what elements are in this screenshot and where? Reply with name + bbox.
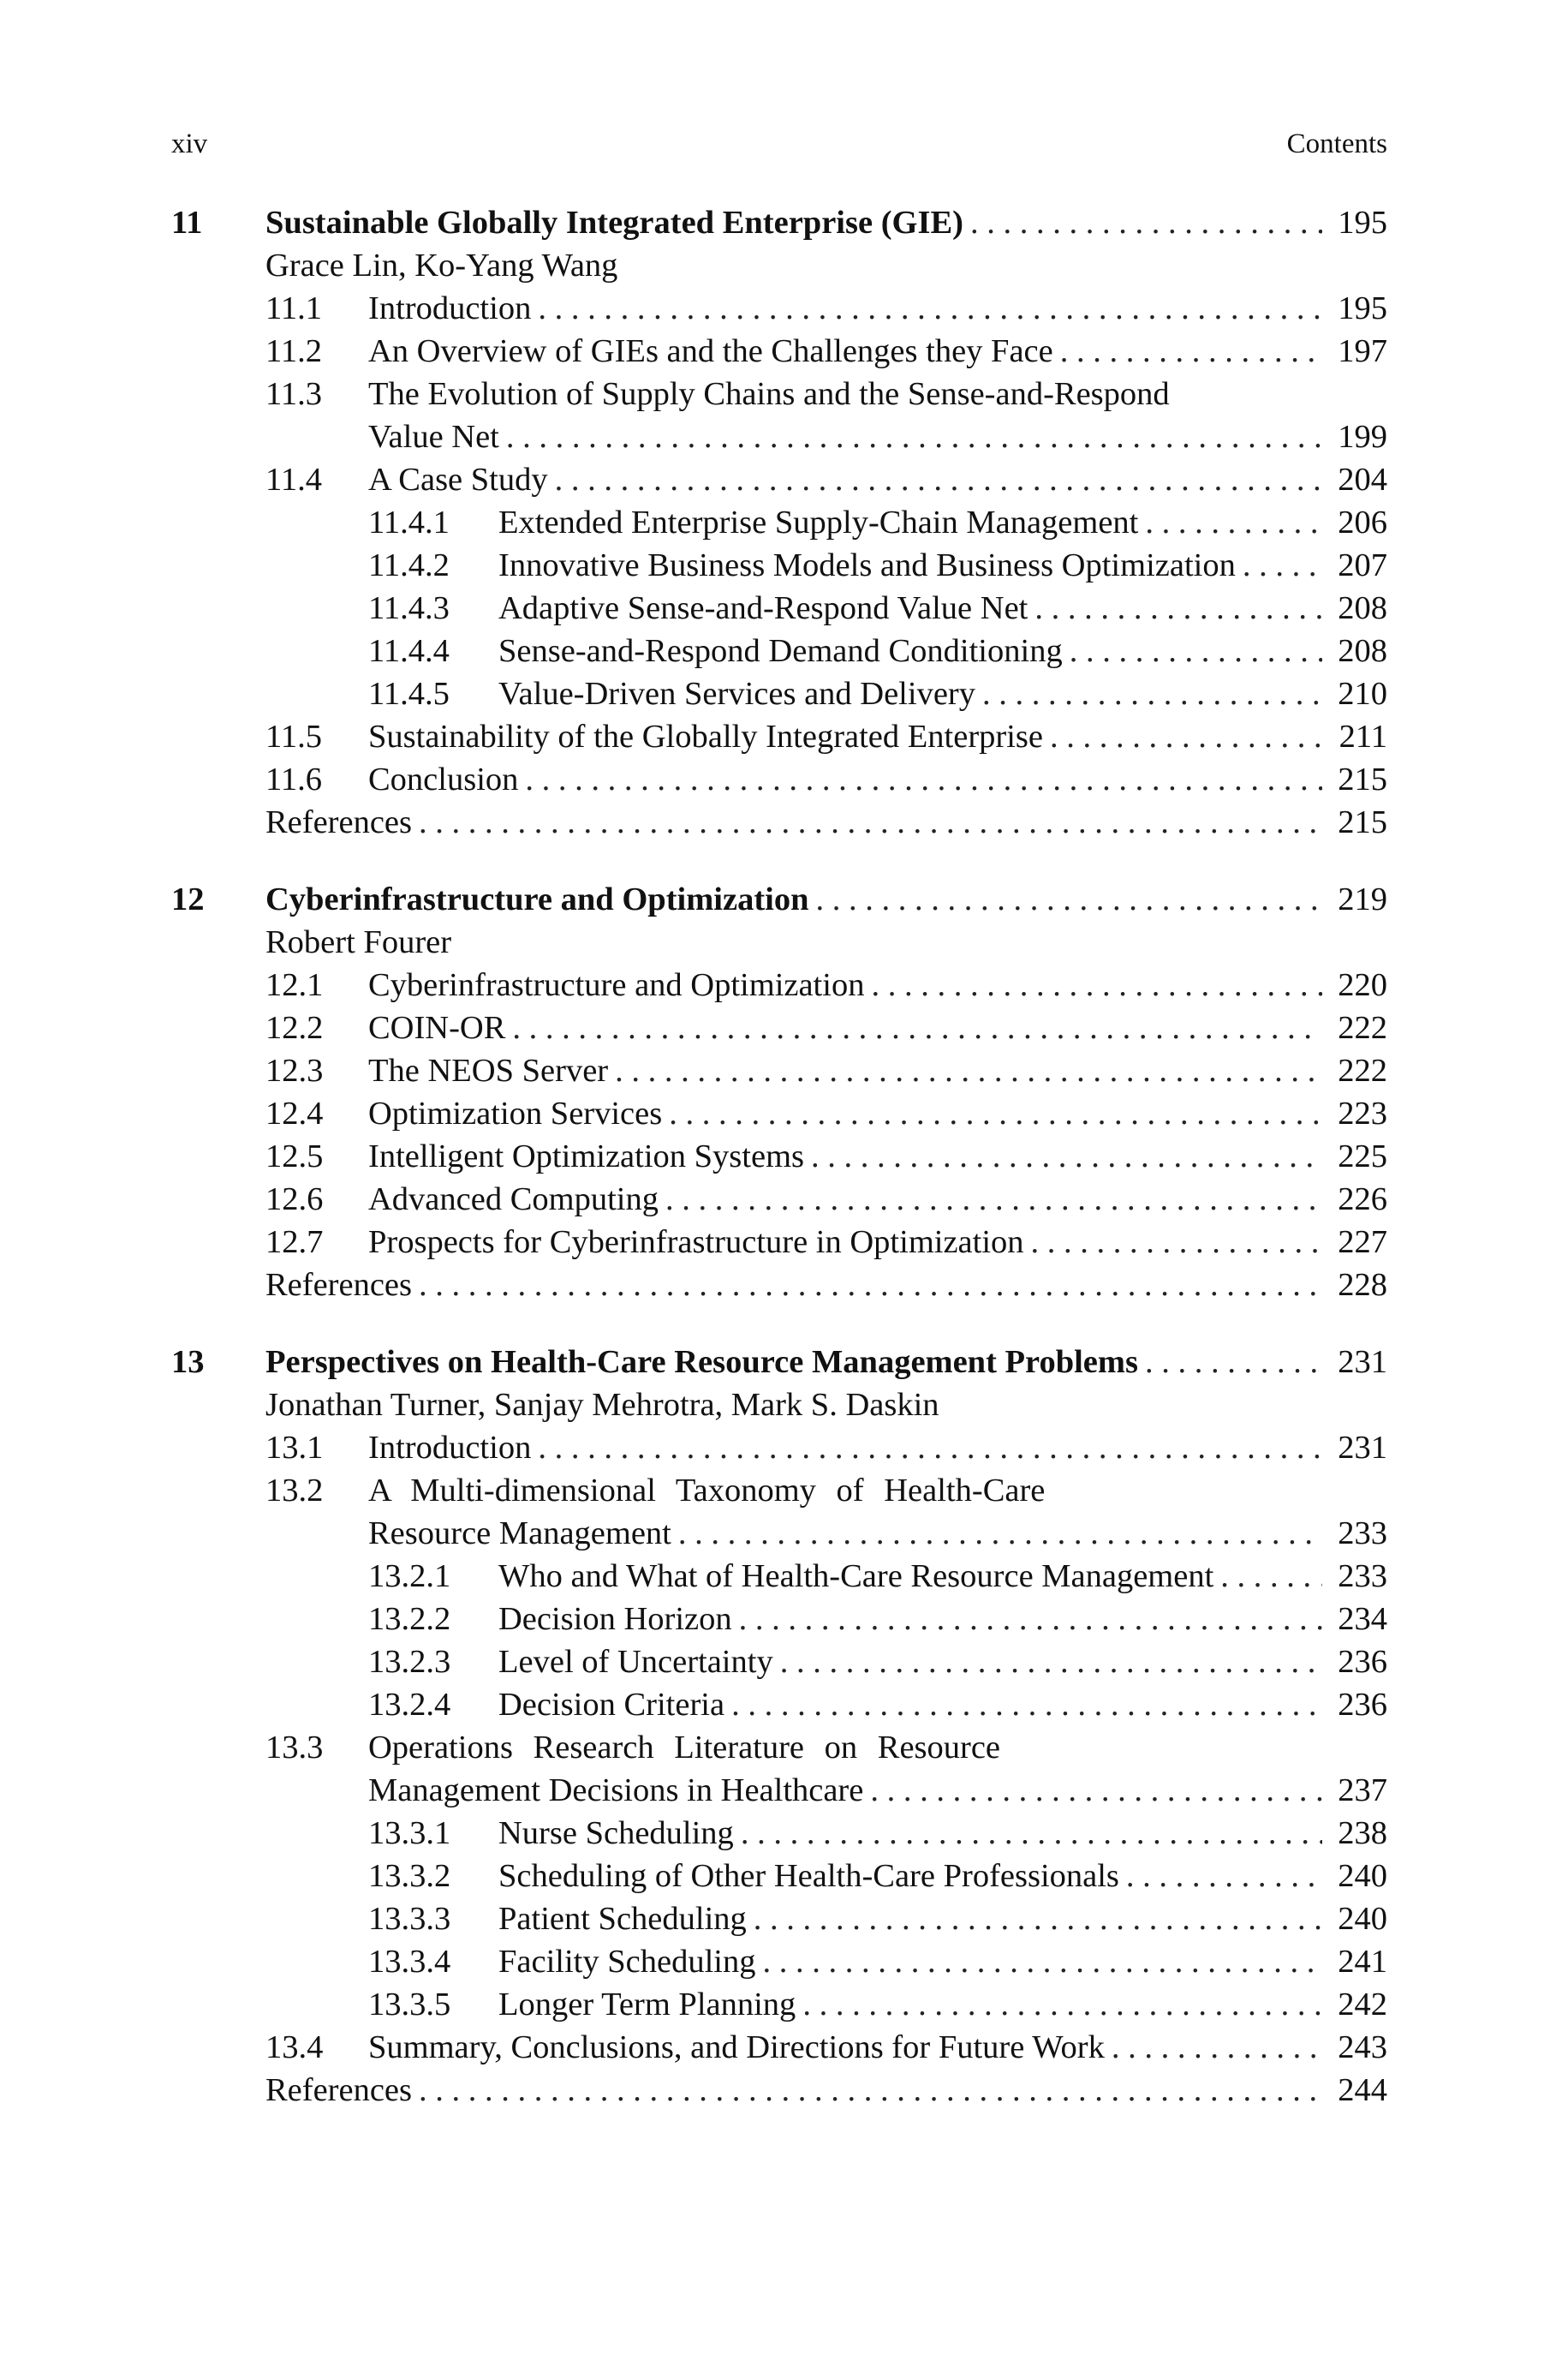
subsection-number: 13.3.1: [368, 1815, 451, 1851]
page-ref: 233: [1338, 1515, 1387, 1551]
page-ref: 243: [1338, 2029, 1387, 2065]
section-title: An Overview of GIEs and the Challenges they Face: [368, 333, 1053, 369]
subsection-title: Value-Driven Services and Delivery: [498, 676, 975, 712]
section-number: 11.6: [265, 762, 322, 798]
page-ref: 240: [1338, 1858, 1387, 1894]
page-ref: 199: [1338, 419, 1387, 455]
subsection-title: Nurse Scheduling: [498, 1815, 734, 1851]
dot-leader: [762, 1940, 1322, 1983]
toc-entry[interactable]: [171, 1221, 1387, 1264]
section-number: 12.7: [265, 1224, 324, 1260]
dot-leader: [538, 1426, 1322, 1469]
page-ref: 241: [1338, 1944, 1387, 1980]
chapter-title: Sustainable Globally Integrated Enterprise (GIE): [265, 205, 963, 241]
page-ref: 237: [1338, 1772, 1387, 1808]
toc-entry[interactable]: [171, 630, 1387, 672]
page-ref: 204: [1338, 462, 1387, 498]
section-title: Optimization Services: [368, 1096, 663, 1132]
page-ref: 222: [1338, 1053, 1387, 1089]
toc-entry[interactable]: [171, 964, 1387, 1007]
page-ref: 211: [1338, 719, 1387, 755]
dot-leader: [982, 672, 1322, 715]
toc-entry[interactable]: [171, 715, 1387, 758]
chapter-title: Perspectives on Health-Care Resource Management Problems: [265, 1344, 1138, 1380]
section-title: The NEOS Server: [368, 1053, 609, 1089]
subsection-title: Adaptive Sense-and-Respond Value Net: [498, 590, 1028, 626]
page-ref: 195: [1338, 290, 1387, 326]
page-ref: 222: [1338, 1010, 1387, 1046]
chapter-heading[interactable]: [171, 878, 1387, 921]
page-ref: 233: [1338, 1558, 1387, 1594]
chapter-13: [171, 1341, 1387, 2112]
dot-leader: [665, 1178, 1322, 1221]
dot-leader: [1112, 2026, 1322, 2069]
page-ref: 220: [1338, 967, 1387, 1003]
references-title: References: [265, 804, 412, 840]
section-title: Introduction: [368, 1430, 532, 1466]
chapter-number: 12: [171, 881, 205, 917]
toc-entry[interactable]: [171, 1049, 1387, 1092]
section-title: A Multi-dimensional Taxonomy of Health-Care: [368, 1473, 1046, 1509]
toc-entry[interactable]: [171, 330, 1387, 373]
dot-leader: [1126, 1855, 1322, 1897]
toc-entry-references[interactable]: [171, 1264, 1387, 1306]
dot-leader: [419, 2069, 1322, 2112]
dot-leader: [970, 201, 1322, 244]
subsection-number: 13.2.4: [368, 1687, 451, 1723]
page-ref: 228: [1338, 1267, 1387, 1303]
page-ref: 226: [1338, 1181, 1387, 1217]
dot-leader: [741, 1812, 1322, 1855]
dot-leader: [1034, 587, 1322, 630]
dot-leader: [1145, 1341, 1322, 1383]
section-title: Advanced Computing: [368, 1181, 659, 1217]
dot-leader: [739, 1598, 1322, 1640]
toc-entry[interactable]: [171, 1855, 1387, 1897]
subsection-title: Innovative Business Models and Business Optimization: [498, 547, 1236, 583]
dot-leader: [669, 1092, 1322, 1135]
chapter-number: 11: [171, 205, 203, 241]
subsection-title: Scheduling of Other Health-Care Professionals: [498, 1858, 1119, 1894]
section-number: 11.1: [265, 290, 322, 326]
toc-entry[interactable]: [171, 1469, 1387, 1512]
toc-entry[interactable]: [171, 373, 1387, 415]
subsection-number: 11.4.1: [368, 505, 450, 541]
page-ref: 208: [1338, 590, 1387, 626]
section-number: 11.4: [265, 462, 322, 498]
subsection-number: 13.3.5: [368, 1987, 451, 2022]
subsection-number: 13.2.3: [368, 1644, 451, 1680]
toc-entry[interactable]: [171, 1726, 1387, 1769]
toc-entry[interactable]: [171, 1598, 1387, 1640]
dot-leader: [512, 1007, 1322, 1049]
section-number: 12.3: [265, 1053, 324, 1089]
subsection-number: 13.2.2: [368, 1601, 451, 1637]
dot-leader: [870, 1769, 1322, 1812]
toc-entry[interactable]: [171, 1812, 1387, 1855]
subsection-number: 11.4.4: [368, 633, 450, 669]
page-ref: 238: [1338, 1815, 1387, 1851]
page-ref: 231: [1338, 1430, 1387, 1466]
subsection-number: 13.3.3: [368, 1901, 451, 1937]
section-number: 13.2: [265, 1473, 324, 1509]
dot-leader: [871, 964, 1322, 1007]
chapter-heading[interactable]: [171, 1341, 1387, 1383]
dot-leader: [615, 1049, 1322, 1092]
section-number: 12.4: [265, 1096, 324, 1132]
dot-leader: [419, 801, 1322, 844]
toc-entry[interactable]: [171, 287, 1387, 330]
section-number: 12.5: [265, 1138, 324, 1174]
page-ref: 231: [1338, 1344, 1387, 1380]
toc-entry[interactable]: [171, 672, 1387, 715]
toc-entry[interactable]: [171, 1426, 1387, 1469]
page-ref: 206: [1338, 505, 1387, 541]
dot-leader: [678, 1512, 1322, 1555]
page-ref: 236: [1338, 1687, 1387, 1723]
dot-leader: [555, 458, 1322, 501]
dot-leader: [1070, 630, 1322, 672]
toc-entry[interactable]: [171, 544, 1387, 587]
dot-leader: [731, 1683, 1322, 1726]
subsection-title: Sense-and-Respond Demand Conditioning: [498, 633, 1063, 669]
section-number: 11.3: [265, 376, 322, 412]
subsection-title: Level of Uncertainty: [498, 1644, 773, 1680]
toc-entry[interactable]: [171, 1135, 1387, 1178]
dot-leader: [754, 1897, 1322, 1940]
subsection-number: 11.4.3: [368, 590, 450, 626]
subsection-number: 13.2.1: [368, 1558, 451, 1594]
dot-leader: [1060, 330, 1322, 373]
toc-entry[interactable]: [171, 587, 1387, 630]
page-ref: 227: [1338, 1224, 1387, 1260]
dot-leader: [1031, 1221, 1322, 1264]
dot-leader: [525, 758, 1322, 801]
section-number: 11.5: [265, 719, 322, 755]
page-header: [171, 128, 1387, 166]
chapter-heading[interactable]: [171, 201, 1387, 244]
page-ref: 210: [1338, 676, 1387, 712]
toc-entry-continued[interactable]: [171, 415, 1387, 458]
page-ref: 223: [1338, 1096, 1387, 1132]
running-title: Contents: [1286, 128, 1387, 159]
section-title: Value Net: [368, 419, 499, 455]
chapter-authors: Robert Fourer: [265, 924, 452, 960]
toc-entry[interactable]: [171, 2026, 1387, 2069]
subsection-title: Decision Criteria: [498, 1687, 725, 1723]
dot-leader: [419, 1264, 1322, 1306]
page-ref: 208: [1338, 633, 1387, 669]
section-title: The Evolution of Supply Chains and the Sense-and-Respond: [368, 376, 1170, 412]
dot-leader: [816, 878, 1323, 921]
dot-leader: [1220, 1555, 1322, 1598]
dot-leader: [1145, 501, 1322, 544]
toc-entry[interactable]: [171, 1007, 1387, 1049]
section-title: Cyberinfrastructure and Optimization: [368, 967, 865, 1003]
dot-leader: [802, 1983, 1322, 2026]
chapter-title: Cyberinfrastructure and Optimization: [265, 881, 809, 917]
page-ref: 195: [1338, 205, 1387, 241]
section-number: 13.4: [265, 2029, 324, 2065]
subsection-number: 13.3.2: [368, 1858, 451, 1894]
toc-entry-continued[interactable]: [171, 1769, 1387, 1812]
toc-entry[interactable]: [171, 758, 1387, 801]
subsection-title: Decision Horizon: [498, 1601, 732, 1637]
section-title: Sustainability of the Globally Integrated Enterprise: [368, 719, 1043, 755]
section-title: Introduction: [368, 290, 532, 326]
page-ref: 207: [1338, 547, 1387, 583]
references-title: References: [265, 2072, 412, 2108]
page-ref: 215: [1338, 762, 1387, 798]
page-ref: 236: [1338, 1644, 1387, 1680]
subsection-number: 13.3.4: [368, 1944, 451, 1980]
chapter-authors: Grace Lin, Ko-Yang Wang: [265, 248, 618, 284]
subsection-number: 11.4.2: [368, 547, 450, 583]
dot-leader: [506, 415, 1322, 458]
dot-leader: [780, 1640, 1322, 1683]
page-ref: 244: [1338, 2072, 1387, 2108]
section-title: COIN-OR: [368, 1010, 506, 1046]
toc-entry[interactable]: [171, 1092, 1387, 1135]
section-title: Intelligent Optimization Systems: [368, 1138, 804, 1174]
toc-entry[interactable]: [171, 1178, 1387, 1221]
subsection-number: 11.4.5: [368, 676, 450, 712]
dot-leader: [538, 287, 1322, 330]
section-number: 13.1: [265, 1430, 324, 1466]
page-ref: 242: [1338, 1987, 1387, 2022]
table-of-contents: [171, 201, 1387, 2112]
section-title: A Case Study: [368, 462, 548, 498]
page-number: xiv: [171, 128, 208, 159]
section-number: 13.3: [265, 1730, 324, 1766]
section-title: Prospects for Cyberinfrastructure in Optimization: [368, 1224, 1024, 1260]
toc-entry[interactable]: [171, 1983, 1387, 2026]
toc-entry-references[interactable]: [171, 2069, 1387, 2112]
dot-leader: [1050, 715, 1322, 758]
toc-entry[interactable]: [171, 1640, 1387, 1683]
section-title: Management Decisions in Healthcare: [368, 1772, 864, 1808]
dot-leader: [1243, 544, 1322, 587]
page-ref: 197: [1338, 333, 1387, 369]
subsection-title: Extended Enterprise Supply-Chain Management: [498, 505, 1139, 541]
section-number: 12.1: [265, 967, 324, 1003]
toc-entry[interactable]: [171, 1940, 1387, 1983]
chapter-authors: Jonathan Turner, Sanjay Mehrotra, Mark S. Daskin: [265, 1387, 939, 1423]
page-ref: 219: [1338, 881, 1387, 917]
toc-entry[interactable]: [171, 1897, 1387, 1940]
subsection-title: Who and What of Health-Care Resource Management: [498, 1558, 1214, 1594]
section-number: 12.2: [265, 1010, 324, 1046]
section-number: 11.2: [265, 333, 322, 369]
toc-entry[interactable]: [171, 458, 1387, 501]
toc-entry[interactable]: [171, 1683, 1387, 1726]
subsection-title: Longer Term Planning: [498, 1987, 796, 2022]
page-ref: 240: [1338, 1901, 1387, 1937]
toc-entry[interactable]: [171, 1555, 1387, 1598]
section-title: Resource Management: [368, 1515, 671, 1551]
subsection-title: Facility Scheduling: [498, 1944, 756, 1980]
chapter-12: [171, 878, 1387, 1306]
page-ref: 215: [1338, 804, 1387, 840]
subsection-title: Patient Scheduling: [498, 1901, 747, 1937]
dot-leader: [811, 1135, 1322, 1178]
toc-entry-references[interactable]: [171, 801, 1387, 844]
section-number: 12.6: [265, 1181, 324, 1217]
section-title: Operations Research Literature on Resource: [368, 1730, 1001, 1766]
chapter-11: [171, 201, 1387, 844]
page-ref: 225: [1338, 1138, 1387, 1174]
toc-entry-continued[interactable]: [171, 1512, 1387, 1555]
chapter-number: 13: [171, 1344, 205, 1380]
section-title: Summary, Conclusions, and Directions for Future Work: [368, 2029, 1105, 2065]
section-title: Conclusion: [368, 762, 519, 798]
page-ref: 234: [1338, 1601, 1387, 1637]
references-title: References: [265, 1267, 412, 1303]
toc-entry[interactable]: [171, 501, 1387, 544]
